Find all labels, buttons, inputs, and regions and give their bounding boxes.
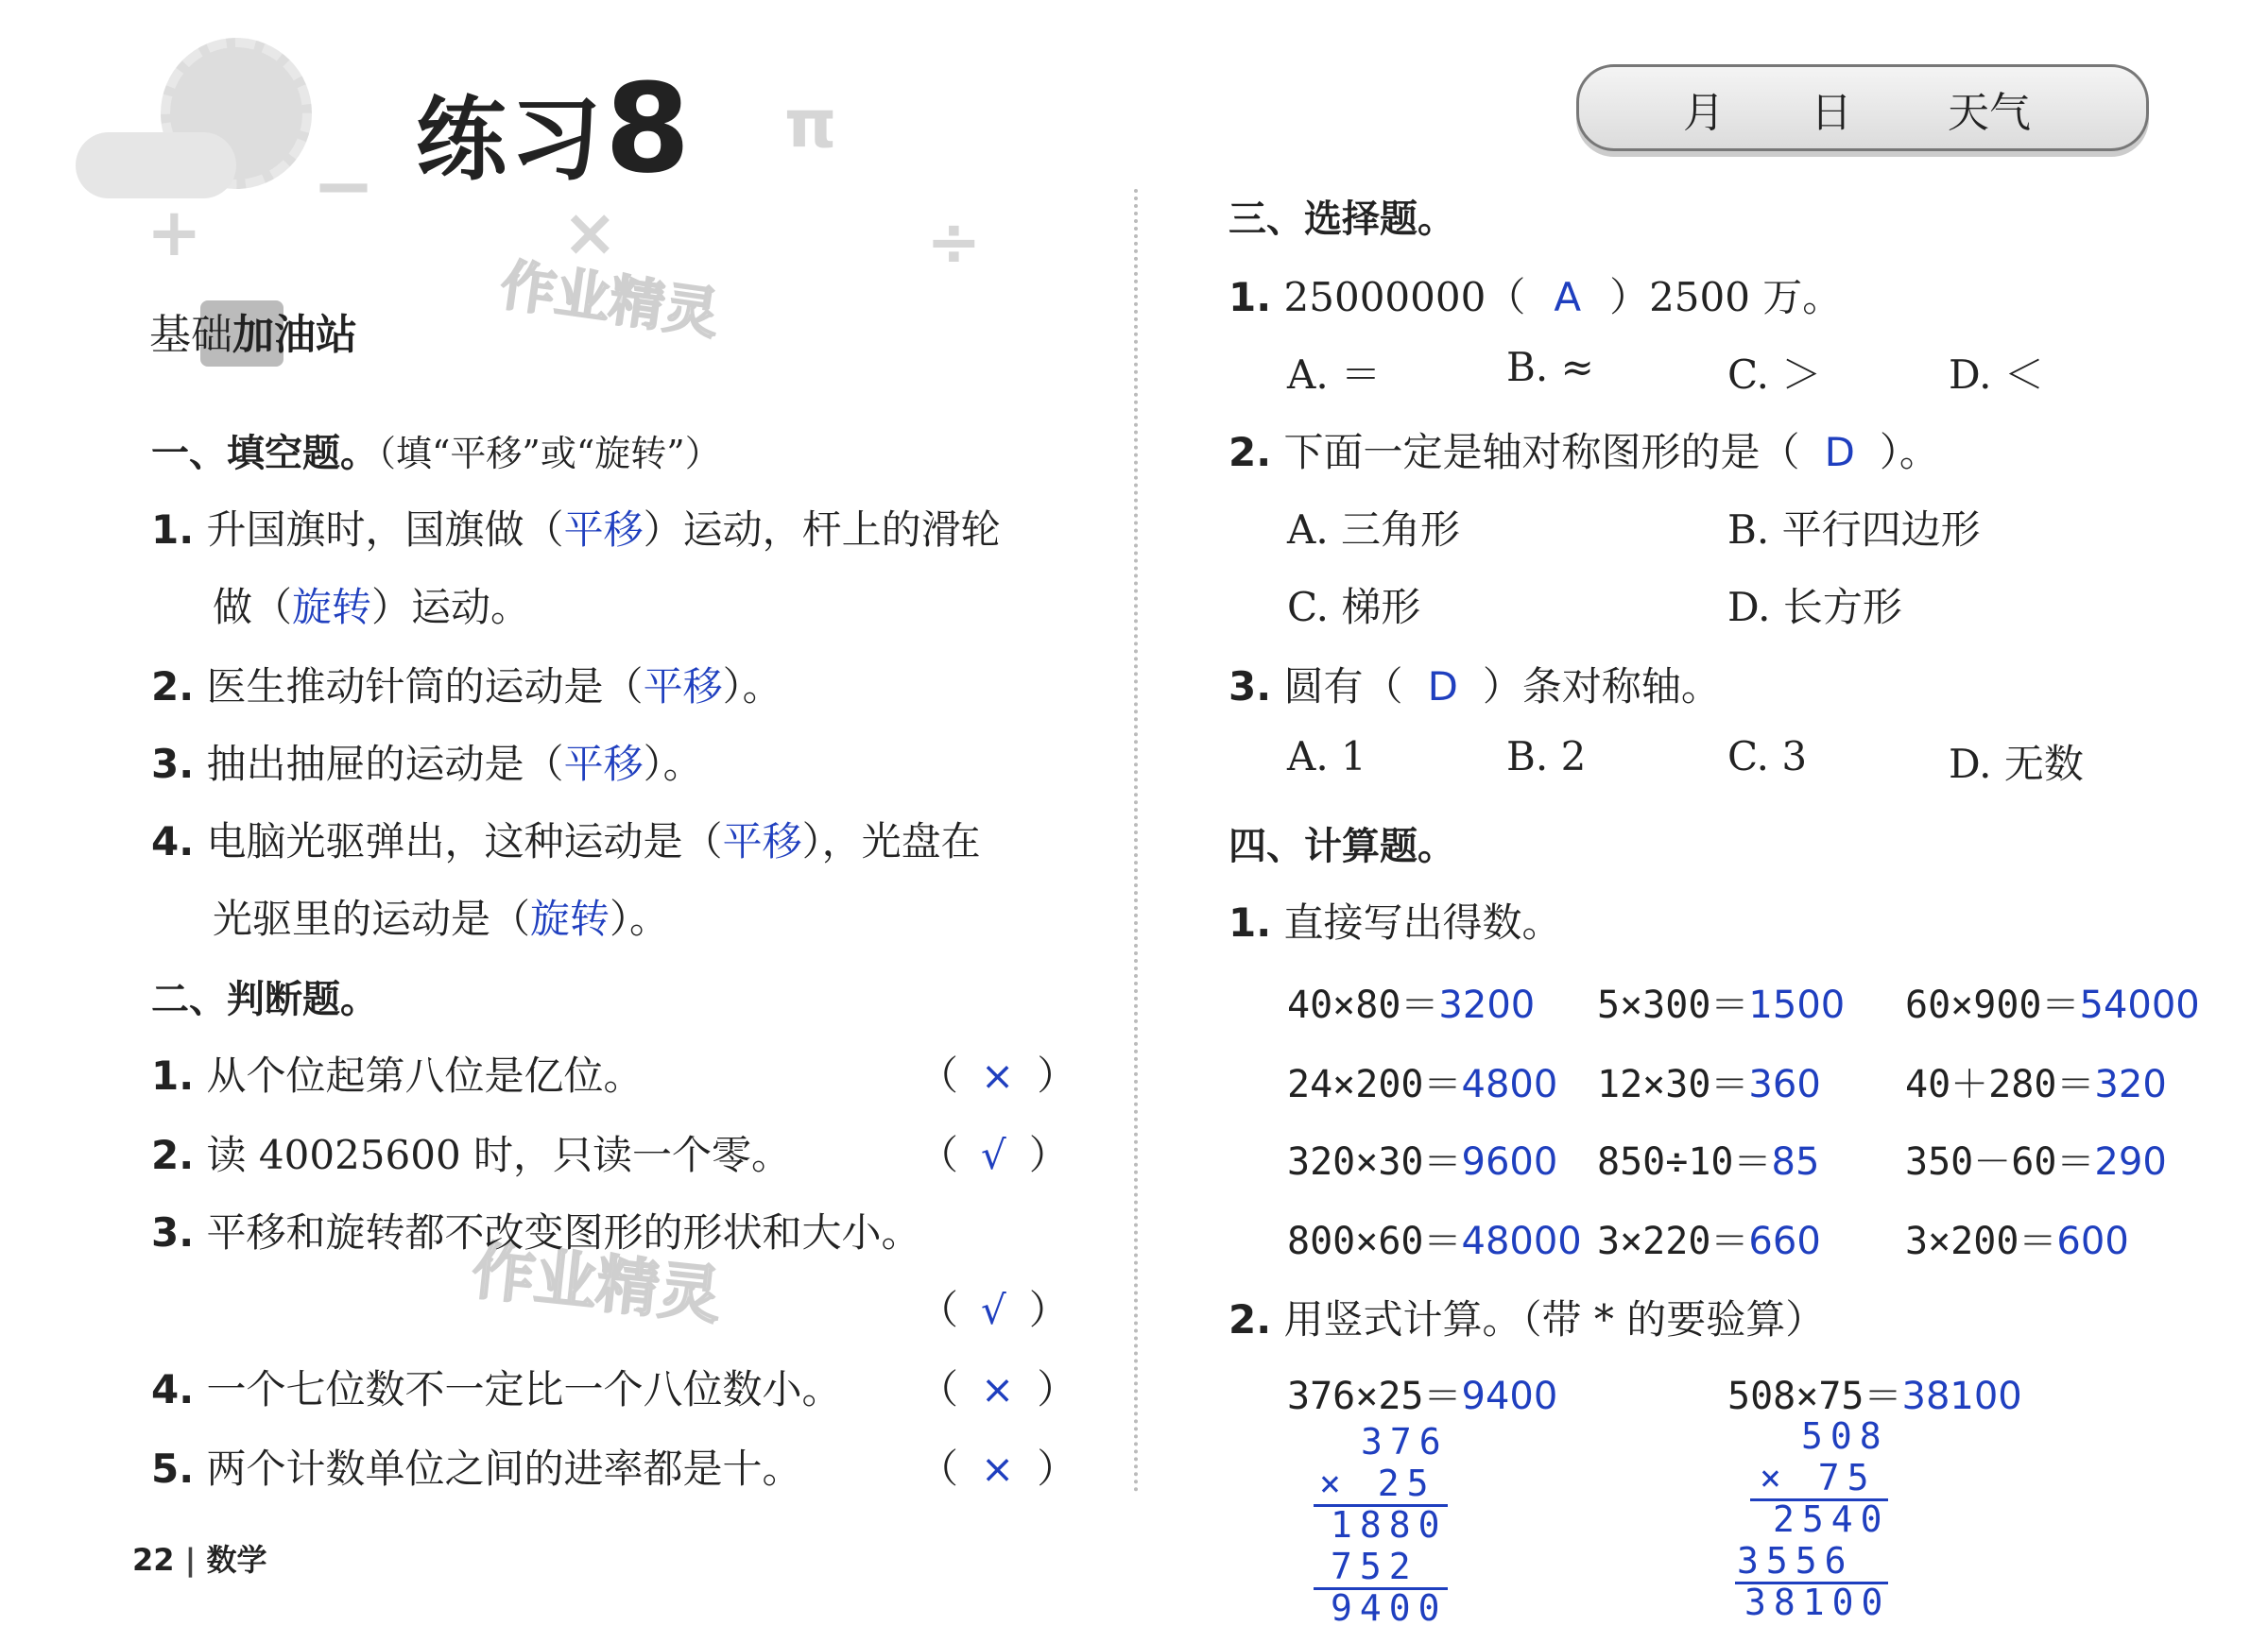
calc-r1c0: 24×200＝4800: [1287, 1063, 1558, 1106]
subject-label: 数学: [206, 1542, 267, 1578]
calc-r2c1: 850÷10＝85: [1597, 1140, 1820, 1184]
v2-row-4: 3556: [1737, 1540, 1854, 1582]
choice-3-opt-b: B. 2: [1506, 733, 1587, 779]
question-3: 3. 抽出抽屉的运动是（平移）。: [151, 741, 703, 787]
question-1: 1. 升国旗时，国旗做（平移）运动，杆上的滑轮: [151, 506, 1001, 553]
calc-r2c2: 350－60＝290: [1905, 1140, 2167, 1184]
v2-row-5: 38100: [1744, 1582, 1891, 1623]
calc-task-1: 1. 直接写出得数。: [1228, 899, 1562, 946]
plus-icon: +: [146, 194, 202, 271]
judge-5: 5. 两个计数单位之间的进率都是十。: [151, 1446, 802, 1492]
judge-1: 1. 从个位起第八位是亿位。: [151, 1053, 644, 1099]
calc-r0c2: 60×900＝54000: [1905, 984, 2200, 1027]
section-badge: 基础加油站: [149, 311, 357, 359]
choice-1: 1. 25000000（ A ）2500 万。: [1228, 274, 1843, 320]
page-title: 练习8: [416, 57, 695, 200]
judge-1-answer: （ × ）: [919, 1053, 1077, 1099]
v1-row-1: 376: [1361, 1421, 1449, 1463]
day-label: 日: [1811, 89, 1852, 137]
choice-2: 2. 下面一定是轴对称图形的是（ D ）。: [1228, 429, 1939, 475]
choice-1-opt-d: D. ＜: [1949, 351, 2044, 398]
judge-4: 4. 一个七位数不一定比一个八位数小。: [151, 1366, 842, 1412]
calc-r3c2: 3×200＝600: [1905, 1220, 2129, 1263]
choice-3-opt-a: A. 1: [1287, 733, 1366, 779]
choice-2-opt-d: D. 长方形: [1727, 584, 1902, 630]
page-footer: 22 | 数学: [132, 1542, 267, 1578]
calc-r1c2: 40＋280＝320: [1905, 1063, 2167, 1106]
calc-r3c0: 800×60＝48000: [1287, 1220, 1582, 1263]
judge-3-answer: （ √ ）: [919, 1287, 1069, 1333]
section-calc: 四、计算题。: [1228, 825, 1455, 868]
question-4-cont: 光驱里的运动是（旋转）。: [213, 896, 670, 942]
cloud-icon: [76, 132, 236, 198]
choice-3: 3. 圆有（ D ）条对称轴。: [1228, 663, 1721, 710]
date-weather-box: [1576, 64, 2149, 151]
choice-3-opt-c: C. 3: [1727, 733, 1808, 779]
v2-row-3: 2540: [1773, 1498, 1890, 1540]
choice-3-opt-d: D. 无数: [1949, 741, 2084, 787]
vertical-calc-2-header: 508×75＝38100: [1727, 1375, 2022, 1418]
vertical-calc-1-header: 376×25＝9400: [1287, 1375, 1558, 1418]
page-number: 22: [132, 1542, 175, 1578]
judge-4-answer: （ × ）: [919, 1366, 1077, 1412]
judge-2: 2. 读 40025600 时，只读一个零。: [151, 1132, 792, 1178]
judge-5-answer: （ × ）: [919, 1446, 1077, 1492]
watermark: 作业精灵: [496, 252, 723, 347]
divide-icon: ÷: [926, 203, 982, 281]
calc-r2c0: 320×30＝9600: [1287, 1140, 1558, 1184]
judge-3: 3. 平移和旋转都不改变图形的形状和大小。: [151, 1209, 921, 1256]
minus-icon: −: [312, 142, 376, 230]
v1-row-4: 752: [1331, 1546, 1418, 1587]
v1-row-2: × 25: [1319, 1463, 1436, 1504]
section-choice: 三、选择题。: [1228, 197, 1455, 241]
v2-row-2: × 75: [1760, 1457, 1877, 1498]
v2-row-1: 508: [1801, 1415, 1889, 1457]
weather-label: 天气: [1948, 89, 2031, 137]
question-2: 2. 医生推动针筒的运动是（平移）。: [151, 663, 782, 710]
question-1-cont: 做（旋转）运动。: [213, 584, 531, 630]
choice-2-opt-b: B. 平行四边形: [1727, 506, 1981, 553]
choice-1-opt-b: B. ≈: [1506, 344, 1594, 390]
section-judge: 二、判断题。: [151, 978, 378, 1021]
month-label: 月: [1683, 89, 1725, 137]
calc-r1c1: 12×30＝360: [1597, 1063, 1821, 1106]
v1-row-5: 9400: [1331, 1587, 1448, 1629]
section-fill-blank: 一、填空题。（填“平移”或“旋转”）: [151, 432, 721, 475]
v1-row-3: 1880: [1331, 1504, 1448, 1546]
choice-2-opt-c: C. 梯形: [1287, 584, 1421, 630]
choice-2-opt-a: A. 三角形: [1287, 506, 1461, 553]
times-icon: ×: [562, 194, 618, 271]
question-4: 4. 电脑光驱弹出，这种运动是（平移），光盘在: [151, 818, 981, 864]
calc-r0c1: 5×300＝1500: [1597, 984, 1846, 1027]
calc-r3c1: 3×220＝660: [1597, 1220, 1821, 1263]
column-divider: [1134, 189, 1138, 1493]
judge-2-answer: （ √ ）: [919, 1132, 1069, 1178]
choice-1-opt-c: C. ＞: [1727, 351, 1822, 398]
pi-icon: π: [784, 85, 837, 163]
calc-task-2: 2. 用竖式计算。（带 * 的要验算）: [1228, 1296, 1826, 1343]
calc-r0c0: 40×80＝3200: [1287, 984, 1536, 1027]
watermark-2: 作业精灵: [469, 1234, 725, 1333]
choice-1-opt-a: A. ＝: [1287, 351, 1382, 398]
